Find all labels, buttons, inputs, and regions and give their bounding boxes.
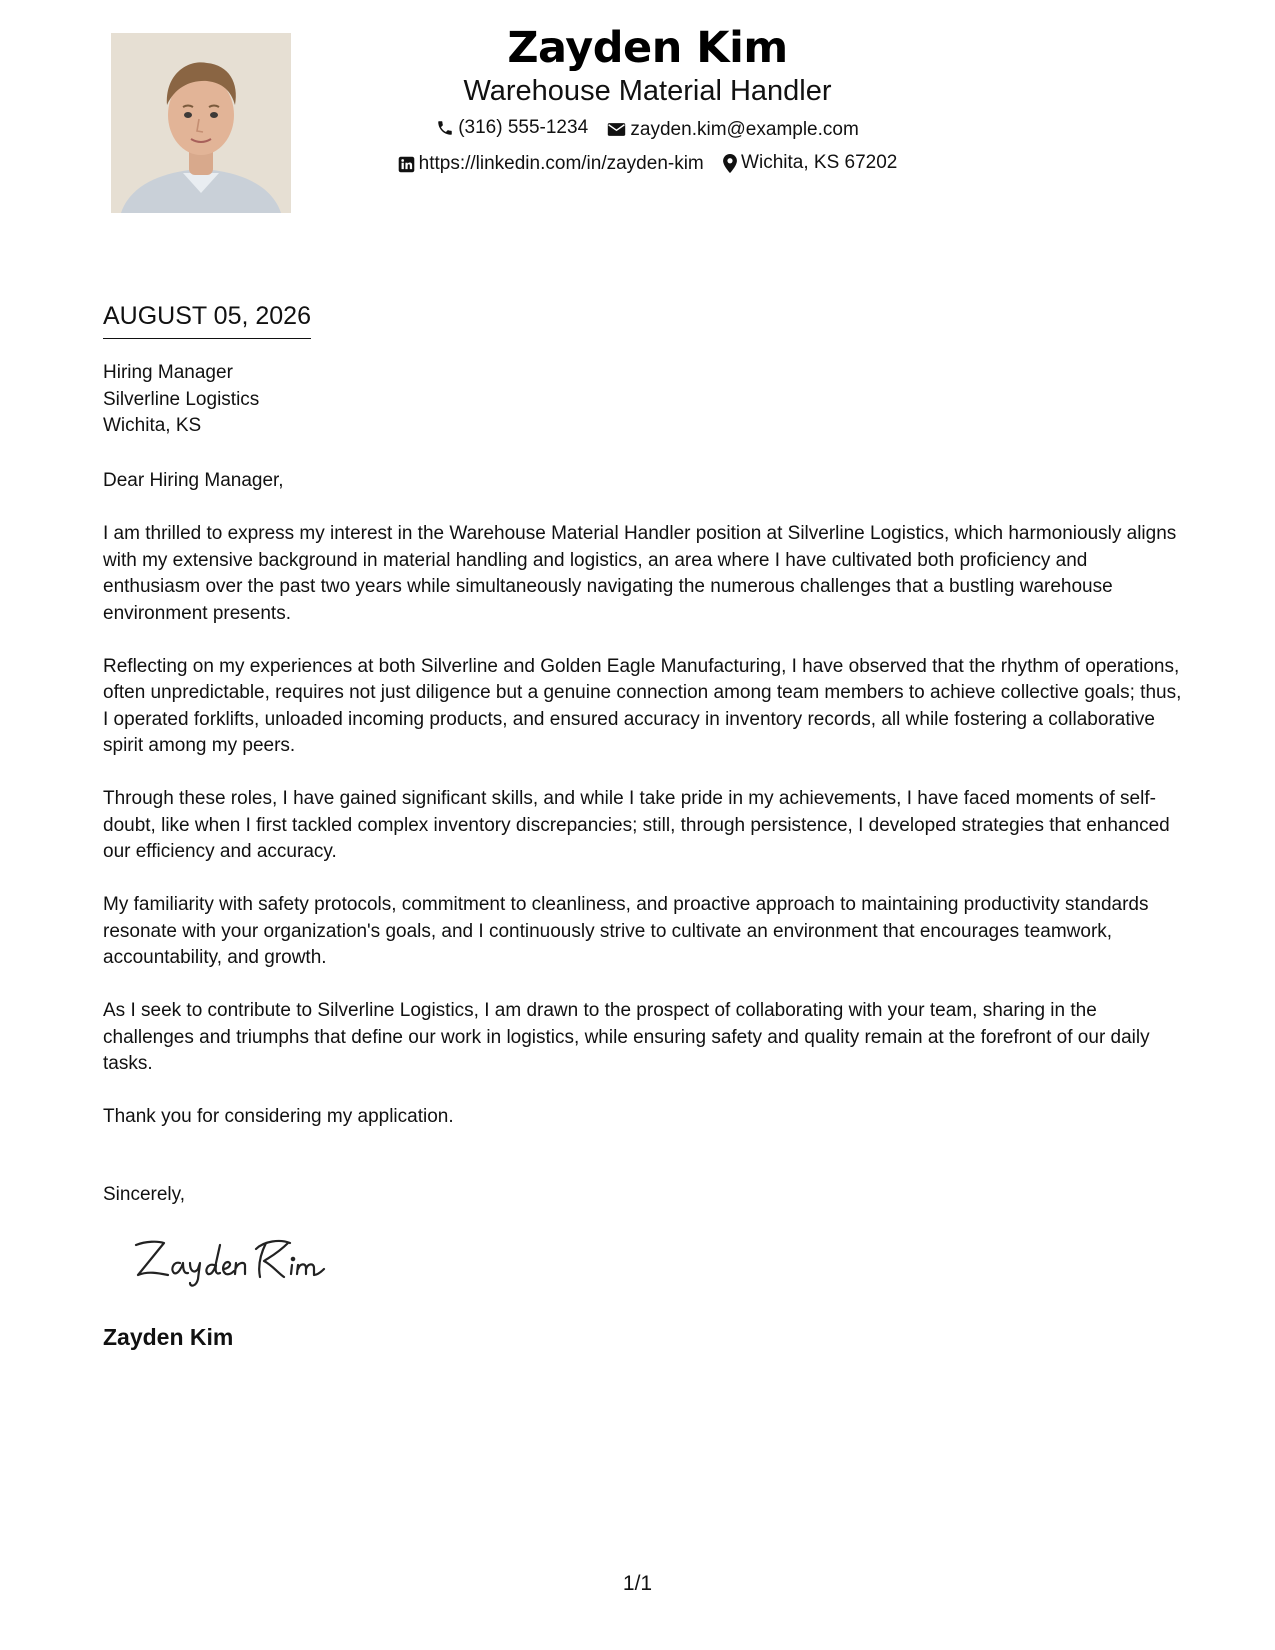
paragraph: My familiarity with safety protocols, commitment to cleanliness, and proactive approach to maintaining productivity standards resonate with your organization's goals, and I continuously strive to cultivate an environment that encourages teamwork, accountability, and growth. xyxy=(103,894,1149,968)
paragraph: Thank you for considering my application. xyxy=(103,1106,454,1127)
map-marker-icon xyxy=(723,154,737,173)
recipient-block xyxy=(103,360,259,440)
salutation: Dear Hiring Manager, xyxy=(103,470,284,491)
applicant-role: Warehouse Material Handler xyxy=(463,75,832,107)
email-contact[interactable] xyxy=(607,118,858,142)
paragraph: As I seek to contribute to Silverline Logistics, I am drawn to the prospect of collaborating with your team, sharing in the challenges and triumphs that define our work in logistics, while ensuring safety and quality remain at the forefront of our daily tasks. xyxy=(103,1000,1150,1074)
avatar-illustration xyxy=(111,33,291,213)
paragraph: Through these roles, I have gained significant skills, and while I take pride in my achievements, I have faced moments of self-doubt, like when I first tackled complex inventory discrepancies; still, through persistence, I developed strategies that enhanced our efficiency and accuracy. xyxy=(103,788,1170,862)
page-number: 1/1 xyxy=(622,1572,653,1595)
applicant-name: Zayden Kim xyxy=(507,23,788,73)
recipient-company: Silverline Logistics xyxy=(103,388,260,410)
linkedin-icon xyxy=(398,156,415,173)
email-text: zayden.kim@example.com xyxy=(630,118,859,140)
paragraph: I am thrilled to express my interest in the Warehouse Material Handler position at Silverline Logistics, which harmoniously aligns with my extensive background in material handling and logistics, an area where I have cultivated both proficiency and enthusiasm over the past two years while simultaneously navigating the numerous challenges that a bustling warehouse environment presents. xyxy=(103,523,1177,624)
recipient-title: Hiring Manager xyxy=(103,362,233,383)
letter-body xyxy=(103,468,1183,1157)
linkedin-text: https://linkedin.com/in/zayden-kim xyxy=(418,153,704,174)
contact-line-2 xyxy=(300,151,995,180)
contact-line-1 xyxy=(300,116,995,144)
letter-header xyxy=(300,22,995,180)
signer-name: Zayden Kim xyxy=(103,1324,234,1350)
phone-icon xyxy=(436,119,454,137)
location-contact xyxy=(723,151,897,175)
signature-image xyxy=(128,1225,348,1295)
closing: Sincerely, xyxy=(103,1184,186,1205)
letter-date: AUGUST 05, 2026 xyxy=(103,300,311,339)
phone-text: (316) 555-1234 xyxy=(458,117,589,138)
location-text: Wichita, KS 67202 xyxy=(741,152,898,173)
recipient-location: Wichita, KS xyxy=(103,415,202,436)
envelope-icon xyxy=(607,122,626,137)
profile-photo xyxy=(111,33,291,213)
paragraph: Reflecting on my experiences at both Silverline and Golden Eagle Manufacturing, I have observed that the rhythm of operations, often unpredictable, requires not just diligence but a genuine connection among team members to achieve collective goals; thus, I operated forklifts, unloaded incoming products, and ensured accuracy in inventory records, all while fostering a collaborative spirit among my peers. xyxy=(103,655,1182,756)
phone-contact[interactable] xyxy=(436,116,588,140)
linkedin-contact[interactable] xyxy=(398,152,704,176)
